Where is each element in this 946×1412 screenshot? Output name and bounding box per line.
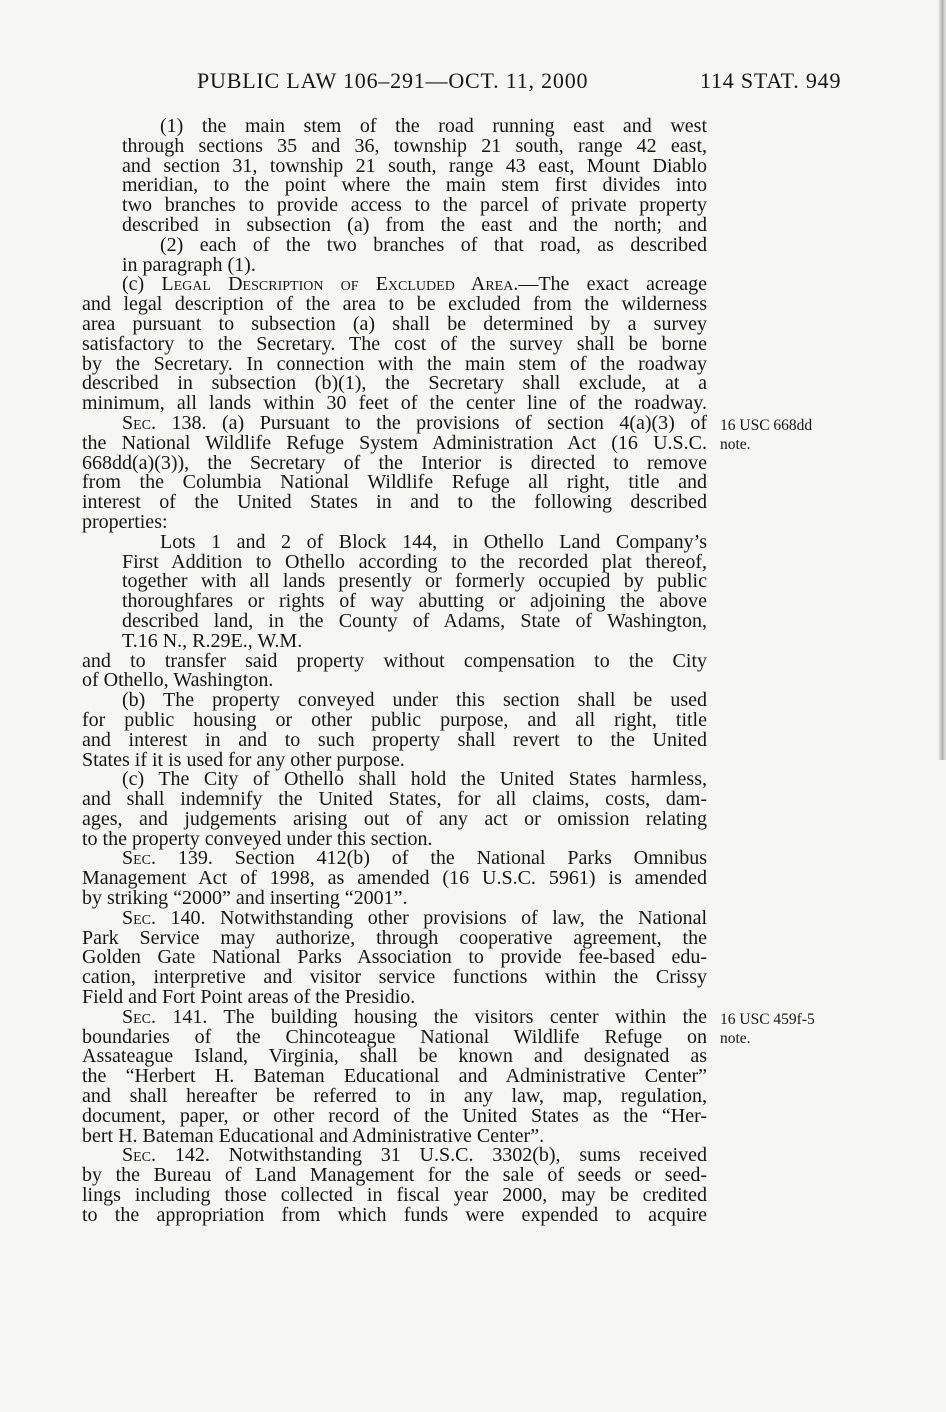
text-run: 142. Notwithstanding 31 U.S.C. 3302(b), sums received <box>174 1144 707 1167</box>
text-line: 668dd(a)(3)), the Secretary of the Interior is directed to remove <box>82 451 707 474</box>
section-140 <box>82 906 707 1009</box>
text-run: 139. Section 412(b) of the National Parks Omnibus <box>177 847 708 870</box>
text-line: and shall hereafter be referred to in any law, map, regulation, <box>82 1085 707 1108</box>
text-line: ages, and judgements arising out of any act or omission relating <box>82 807 707 830</box>
margin-note-label: note. <box>720 1030 751 1048</box>
text-line: boundaries of the Chincoteague National Wildlife Refuge on <box>82 1025 707 1048</box>
text-line: described land, in the County of Adams, State of Washington, <box>122 609 707 632</box>
subsection-label: (c) <box>122 273 145 296</box>
text-line: area pursuant to subsection (a) shall be determined by a survey <box>82 312 707 335</box>
text-line: together with all lands presently or formerly occupied by public <box>122 570 707 593</box>
text-line: (1) the main stem of the road running east and west <box>160 115 707 137</box>
margin-note-label: note. <box>720 436 751 454</box>
text-line: and interest in and to such property shall revert to the United <box>82 728 707 751</box>
text-line: meridian, to the point where the main stem first divides into <box>122 174 707 197</box>
section-141 <box>82 1005 707 1147</box>
property-description <box>82 530 707 652</box>
text-line: bert H. Bateman Educational and Administrative Center”. <box>82 1124 545 1147</box>
section-label: Sec. <box>122 906 157 929</box>
text-line: (c) The City of Othello shall hold the United States harmless, <box>122 768 707 791</box>
text-line <box>122 906 707 929</box>
text-line: the “Herbert H. Bateman Educational and Administrative Center” <box>82 1065 707 1088</box>
subsection-heading: Legal Description of Excluded Area <box>161 273 514 296</box>
text-line: described in subsection (a) from the east and the north; and <box>122 213 707 236</box>
text-line <box>122 411 708 434</box>
statute-page-number: 114 STAT. 949 <box>700 68 842 93</box>
text-line: cation, interpretive and visitor service functions within the Crissy <box>82 966 707 989</box>
text-line: by the Secretary. In connection with the main stem of the roadway <box>82 352 707 375</box>
text-line: (b) The property conveyed under this section shall be used <box>122 689 707 712</box>
text-line: for public housing or other public purpose, and all right, title <box>82 708 707 731</box>
margin-note-citation: 16 USC 668dd <box>720 416 813 434</box>
text-line: Field and Fort Point areas of the Presidio. <box>82 986 416 1009</box>
text-line: two branches to provide access to the parcel of private property <box>122 194 707 217</box>
text-line: of Othello, Washington. <box>82 669 274 692</box>
subsection-c <box>82 275 707 414</box>
text-line: and section 31, township 21 south, range 43 east, Mount Diablo <box>122 154 707 177</box>
text-line: Assateague Island, Virginia, shall be known and designated as <box>82 1045 707 1068</box>
text-line: Park Service may authorize, through cooperative agreement, the <box>82 926 707 949</box>
section-label: Sec. <box>122 1144 157 1167</box>
text-line: thoroughfares or rights of way abutting or adjoining the above <box>122 590 707 613</box>
text-line: States if it is used for any other purpose. <box>82 748 405 771</box>
text-line: to the property conveyed under this section. <box>82 827 433 850</box>
text-run: 138. (a) Pursuant to the provisions of section 4(a)(3) of <box>171 411 708 434</box>
text-line: satisfactory to the Secretary. The cost of the survey shall be borne <box>82 332 707 355</box>
text-line: described in subsection (b)(1), the Secretary shall exclude, at a <box>82 372 707 395</box>
transfer-clause <box>82 649 707 692</box>
text-run: 141. The building housing the visitors center within the <box>172 1005 707 1028</box>
text-line: and legal description of the area to be excluded from the wilderness <box>82 293 707 316</box>
text-line: by the Bureau of Land Management for the sale of seeds or seed- <box>82 1164 707 1187</box>
scan-edge <box>938 0 946 760</box>
section-142 <box>82 1146 707 1225</box>
section-138-c <box>82 770 707 849</box>
text-line: properties: <box>82 510 168 533</box>
margin-note-usc-459f-5 <box>720 1010 815 1050</box>
body-text <box>82 117 707 1226</box>
section-label: Sec. <box>122 847 157 870</box>
paragraph-b-1 <box>82 117 707 236</box>
text-line: First Addition to Othello according to the recorded plat thereof, <box>122 550 707 573</box>
text-line: through sections 35 and 36, township 21 south, range 42 east, <box>122 134 707 157</box>
text-line: Golden Gate National Parks Association to provide fee-based edu- <box>82 946 707 969</box>
text-line: by striking “2000” and inserting “2001”. <box>82 887 408 910</box>
text-line: document, paper, or other record of the United States as the “Her- <box>82 1104 707 1127</box>
text-run: .—The exact acreage <box>513 273 708 296</box>
section-139 <box>82 849 707 908</box>
section-label: Sec. <box>122 1005 157 1028</box>
section-138 <box>82 411 708 533</box>
text-line: lings including those collected in fiscal year 2000, may be credited <box>82 1184 707 1207</box>
text-line: and to transfer said property without compensation to the City <box>82 649 707 672</box>
running-head-title: PUBLIC LAW 106–291—OCT. 11, 2000 <box>197 68 589 93</box>
text-line: and shall indemnify the United States, for all claims, costs, dam- <box>82 788 707 811</box>
text-line: (2) each of the two branches of that road, as described <box>160 233 707 256</box>
text-line: to the appropriation from which funds were expended to acquire <box>82 1203 707 1226</box>
text-line: the National Wildlife Refuge System Administration Act (16 U.S.C. <box>82 431 707 454</box>
text-line: T.16 N., R.29E., W.M. <box>122 629 303 652</box>
margin-note-usc-668dd <box>720 416 812 456</box>
text-line: Lots 1 and 2 of Block 144, in Othello Land Company’s <box>160 530 707 553</box>
text-run: 140. Notwithstanding other provisions of law, the National <box>170 906 707 929</box>
text-line: from the Columbia National Wildlife Refuge all right, title and <box>82 471 707 494</box>
text-line: minimum, all lands within 30 feet of the center line of the roadway. <box>82 392 707 415</box>
section-138-b <box>82 691 707 770</box>
text-line <box>122 1005 707 1028</box>
paragraph-b-2 <box>82 233 707 276</box>
text-line: in paragraph (1). <box>122 253 256 276</box>
text-line: interest of the United States in and to the following described <box>82 491 707 514</box>
section-label: Sec. <box>122 411 157 434</box>
margin-note-citation: 16 USC 459f-5 <box>720 1010 815 1028</box>
text-line: Management Act of 1998, as amended (16 U.S.C. 5961) is amended <box>82 867 707 890</box>
